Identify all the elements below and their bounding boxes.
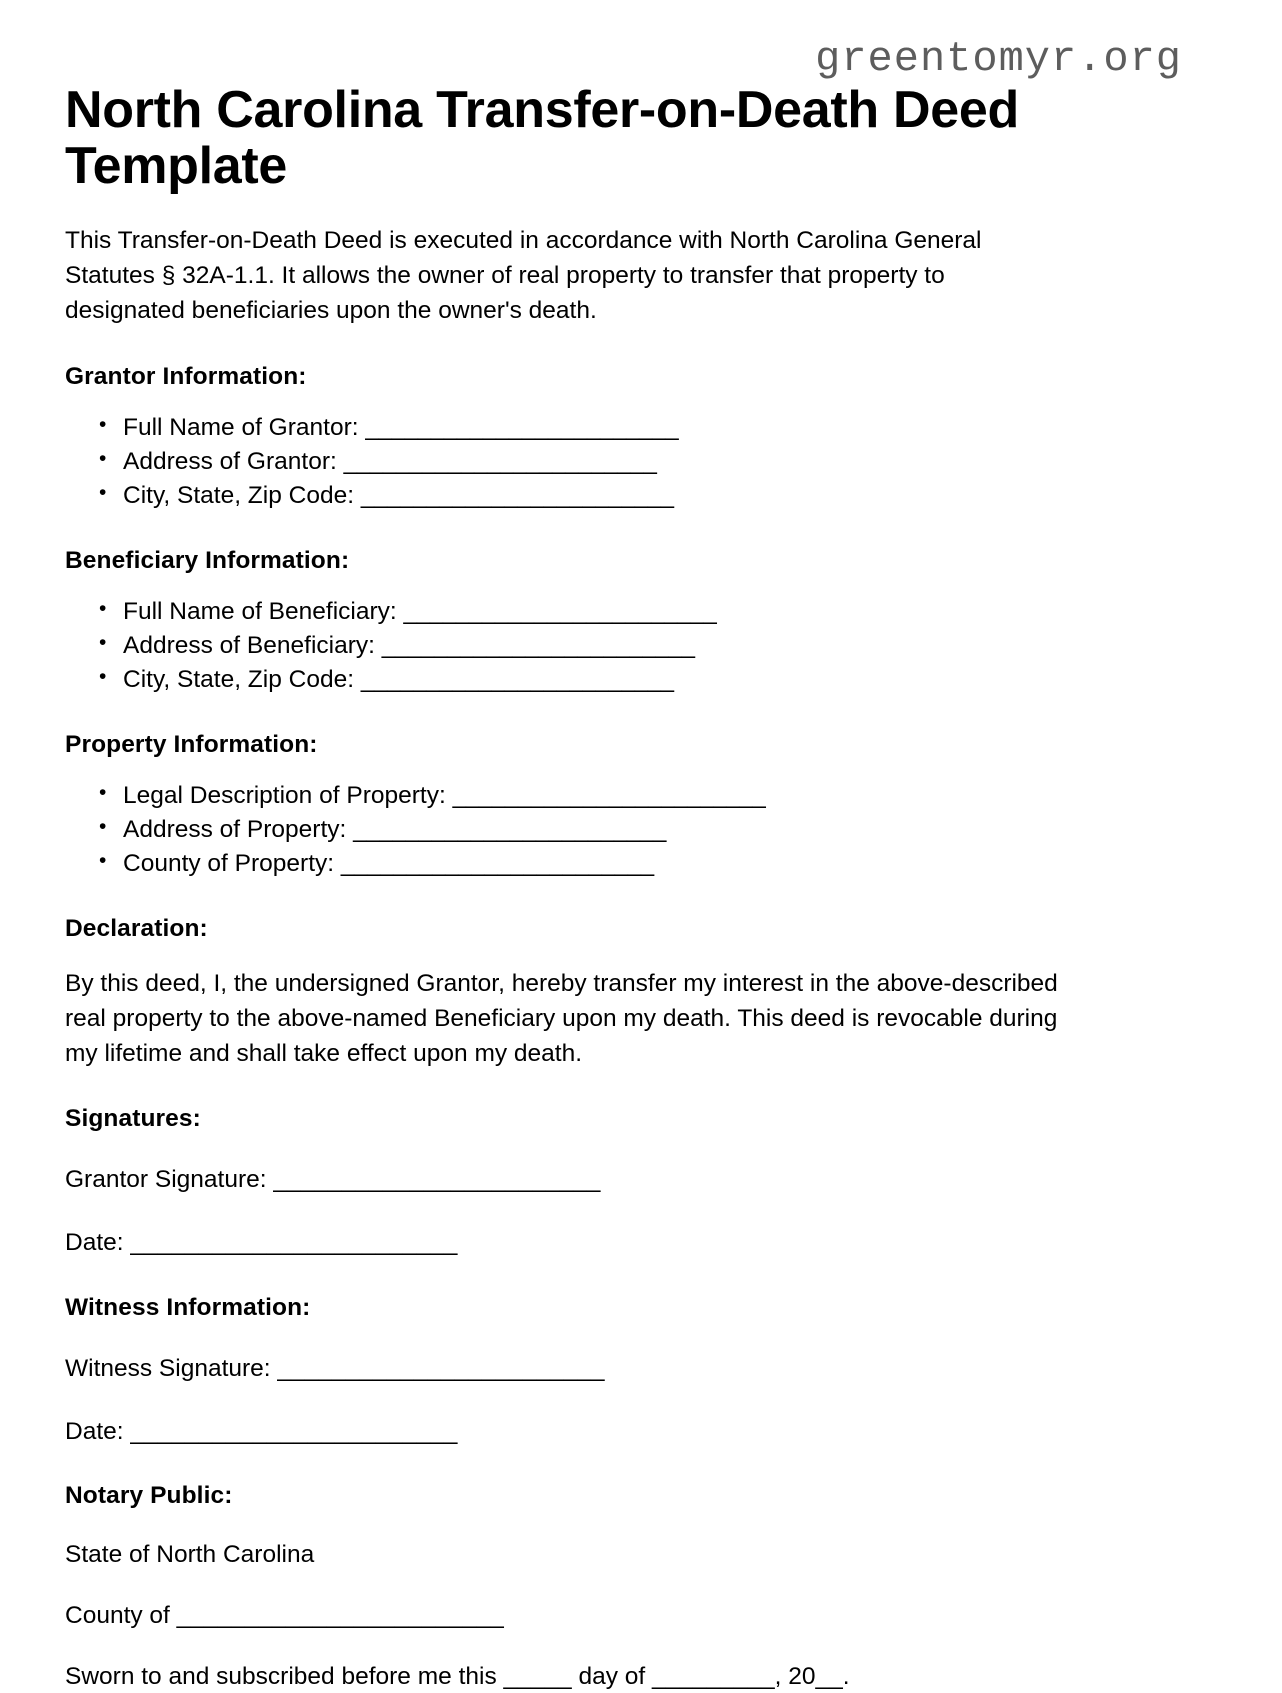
field-blank[interactable]: ________________________ [381,631,695,659]
section-heading-notary: Notary Public: [65,1481,233,1509]
list-item [123,813,1182,847]
field-label: City, State, Zip Code: [123,665,355,693]
field-label: County of Property: [123,850,335,878]
witness-signature-line[interactable]: Witness Signature: ________________________ [65,1354,605,1382]
field-blank[interactable]: ________________________ [340,850,654,878]
list-item [123,847,1182,881]
list-item [123,411,1182,445]
list-item [123,629,1182,663]
site-watermark: greentomyr.org [815,35,1182,83]
notary-county-line[interactable]: County of ________________________ [65,1601,504,1629]
field-label: City, State, Zip Code: [123,481,355,509]
field-blank[interactable]: ________________________ [353,815,666,843]
field-blank[interactable]: ________________________ [360,481,674,509]
field-blank[interactable]: ________________________ [365,413,678,441]
list-item [123,779,1182,813]
field-label: Legal Description of Property: [123,781,446,809]
notary-sworn-line[interactable]: Sworn to and subscribed before me this _____ day of _________, 20__. [65,1662,850,1690]
field-blank[interactable]: ________________________ [403,597,717,625]
grantor-field-list [65,411,1182,513]
field-label: Full Name of Beneficiary: [123,597,397,625]
section-heading-signatures: Signatures: [65,1105,201,1133]
field-blank[interactable]: ________________________ [452,781,766,809]
field-blank[interactable]: ________________________ [343,447,657,475]
intro-paragraph: This Transfer-on-Death Deed is executed in accordance with North Carolina General Statutes § 32A-1.1. It allows the owner of real property to transfer that property to designated beneficiaries upon the owner's death. [65,227,982,324]
grantor-signature-line[interactable]: Grantor Signature: ________________________ [65,1166,601,1194]
section-heading-declaration: Declaration: [65,915,208,943]
section-heading-witness: Witness Information: [65,1293,311,1321]
field-blank[interactable]: ________________________ [360,665,674,693]
list-item [123,479,1182,513]
section-heading-grantor: Grantor Information: [65,362,307,390]
field-label: Address of Property: [123,815,347,843]
list-item [123,445,1182,479]
list-item [123,663,1182,697]
field-label: Address of Beneficiary: [123,631,375,659]
section-heading-property: Property Information: [65,730,318,758]
notary-state-line: State of North Carolina [65,1540,315,1568]
witness-date-line[interactable]: Date: ________________________ [65,1417,458,1445]
declaration-paragraph: By this deed, I, the undersigned Grantor, hereby transfer my interest in the above-described real property to the above-named Beneficiary upon my death. This deed is revocable during my lifetime and shall take effect upon my death. [65,970,1058,1067]
page-title: North Carolina Transfer-on-Death Deed Template [65,81,1019,196]
field-label: Address of Grantor: [123,447,337,475]
list-item [123,595,1182,629]
field-label: Full Name of Grantor: [123,413,359,441]
grantor-date-line[interactable]: Date: ________________________ [65,1229,458,1257]
property-field-list [65,779,1182,881]
beneficiary-field-list [65,595,1182,697]
section-heading-beneficiary: Beneficiary Information: [65,546,350,574]
